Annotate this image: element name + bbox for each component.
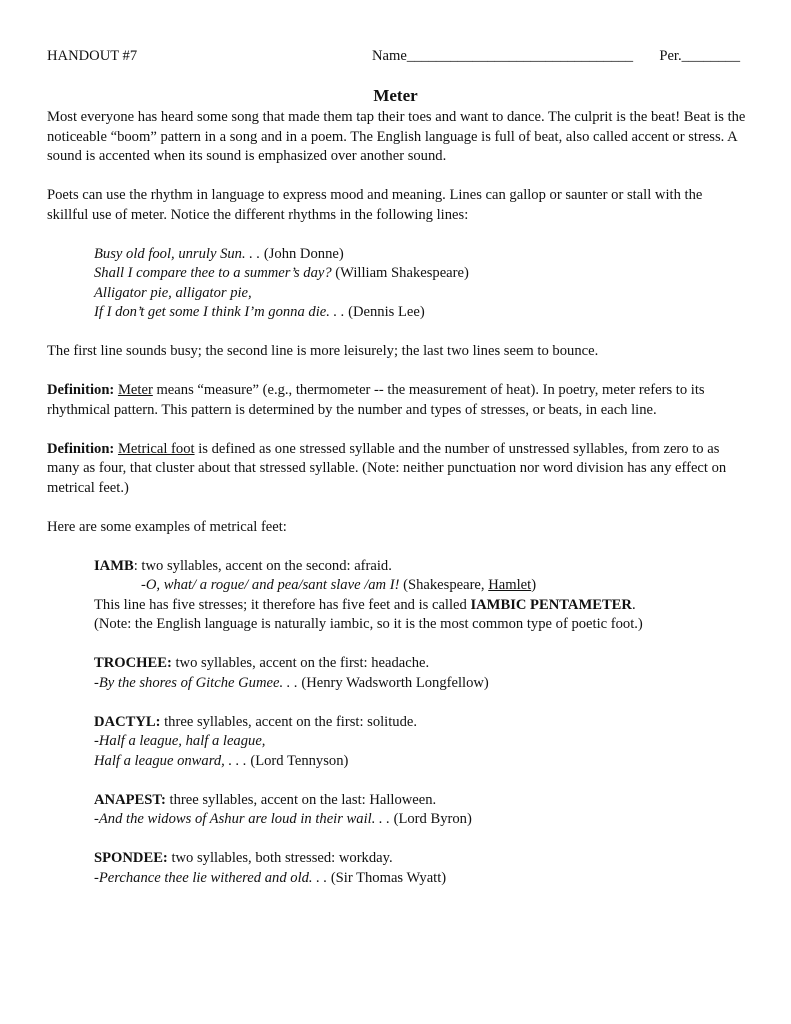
foot-example [94, 752, 747, 772]
name-field: Name_______________________________ [372, 48, 634, 64]
example-line [94, 264, 747, 284]
example-source: (Dennis Lee) [344, 304, 425, 320]
foot-name: IAMB [94, 557, 134, 574]
definition-text: means “measure” (e.g., thermometer -- the measurement of heat). In poetry, meter refers to its rhythmical pattern. This pattern is determined by the number and types of stresses, or beats, in each line. [47, 382, 705, 418]
foot-description: three syllables, accent on the last: Halloween. [165, 791, 437, 808]
foot-source: (Henry Wadsworth Longfellow) [297, 674, 489, 691]
definition-text: is defined as one stressed syllable and the number of unstressed syllables, from zero to as many as four, that cluster about that stressed syllable. (Note: neither punctuation nor word division has any effect on metrical feet.) [47, 440, 727, 496]
foot-example-line: -Perchance thee lie withered and old. . . [94, 869, 328, 886]
source-title: Hamlet [488, 577, 532, 593]
foot-note [94, 596, 747, 616]
foot-name: SPONDEE: [94, 850, 168, 866]
examples-intro: Here are some examples of metrical feet: [47, 518, 287, 535]
foot-iamb [47, 557, 747, 635]
foot-spondee [47, 849, 747, 888]
document-body [47, 108, 747, 888]
foot-source: (Shakespeare, [399, 577, 489, 593]
foot-name: DACTYL: [94, 713, 161, 730]
foot-heading [94, 791, 747, 811]
foot-description: two syllables, both stressed: workday. [167, 850, 393, 866]
page-title: Meter [373, 86, 418, 105]
intro-paragraph-2: Poets can use the rhythm in language to express mood and meaning. Lines can gallop or saunter or stall with the skillful use of meter. Notice the different rhythms in the following lines: [47, 187, 703, 223]
foot-example [94, 810, 747, 830]
foot-dactyl [47, 713, 747, 772]
foot-note-text: This line has five stresses; it therefore has five feet and is called [94, 596, 471, 613]
definition-label: Definition: [47, 382, 115, 398]
definition-metrical-foot [47, 440, 747, 499]
foot-description: : two syllables, accent on the second: afraid. [133, 557, 392, 574]
definition-term: Meter [117, 382, 153, 398]
handout-number: HANDOUT #7 [47, 48, 138, 64]
example-line [94, 303, 747, 323]
foot-description: three syllables, accent on the first: solitude. [160, 713, 418, 730]
foot-name: ANAPEST: [94, 791, 166, 808]
definition-label: Definition: [47, 440, 115, 457]
foot-example-line: -And the widows of Ashur are loud in their wail. . . [94, 811, 390, 827]
period-field: Per.________ [659, 48, 740, 64]
example-verse: Busy old fool, unruly Sun. . . [94, 245, 261, 262]
foot-note-end: . [631, 596, 636, 613]
foot-example-line: -O, what/ a rogue/ and pea/sant slave /am I! [141, 577, 400, 593]
foot-example [94, 576, 747, 596]
foot-heading [94, 557, 747, 577]
foot-source: (Sir Thomas Wyatt) [327, 869, 447, 886]
foot-anapest [47, 791, 747, 830]
foot-example-line: -Half a league, half a league, [94, 733, 266, 749]
example-source: (John Donne) [260, 245, 344, 262]
foot-description: two syllables, accent on the first: headache. [171, 655, 430, 671]
foot-name: TROCHEE: [94, 655, 172, 671]
observation-paragraph: The first line sounds busy; the second line is more leisurely; the last two lines seem to bounce. [47, 343, 599, 359]
example-line [94, 245, 747, 265]
foot-heading [94, 713, 747, 733]
foot-source: (Lord Byron) [389, 811, 472, 827]
foot-trochee [47, 654, 747, 693]
intro-paragraph-1: Most everyone has heard some song that made them tap their toes and want to dance. The culprit is the beat! Beat is the noticeable “boom” pattern in a song and in a poem. The English language is full of beat, also called accent or stress. A sound is accented when its sound is emphasized over another sound. [47, 109, 746, 164]
example-verse: Alligator pie, alligator pie, [94, 284, 252, 301]
example-lines [47, 245, 747, 323]
foot-source: (Lord Tennyson) [246, 752, 349, 769]
foot-note-term: IAMBIC PENTAMETER [470, 596, 632, 613]
foot-example [94, 732, 747, 752]
example-source: (William Shakespeare) [331, 265, 469, 281]
foot-example-line: -By the shores of Gitche Gumee. . . [94, 674, 298, 691]
definition-term: Metrical foot [117, 440, 195, 457]
foot-heading [94, 654, 747, 674]
definition-meter [47, 381, 747, 420]
example-verse: Shall I compare thee to a summer’s day? [94, 265, 332, 281]
foot-example [94, 674, 747, 694]
foot-source-close: ) [531, 577, 537, 593]
foot-example [94, 869, 747, 889]
foot-note: (Note: the English language is naturally iambic, so it is the most common type of poetic foot.) [94, 616, 643, 632]
foot-example-line: Half a league onward, . . . [94, 752, 247, 769]
header [47, 47, 740, 67]
example-verse: If I don’t get some I think I’m gonna die. . . [94, 304, 345, 320]
example-line [94, 284, 747, 304]
foot-heading [94, 849, 747, 869]
